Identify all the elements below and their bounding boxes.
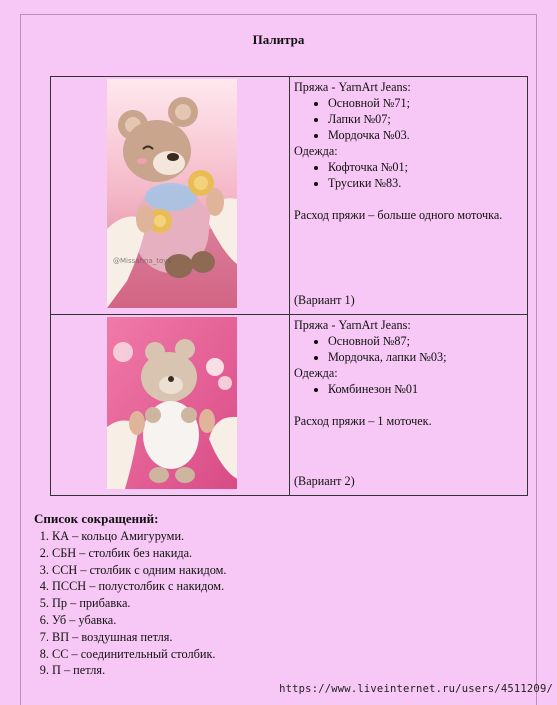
- abbreviations-title: Список сокращений:: [34, 511, 159, 526]
- list-item: 7. ВП – воздушная петля.: [52, 629, 226, 646]
- yarn-list: [294, 95, 523, 143]
- variant-label: (Вариант 2): [294, 474, 355, 488]
- list-item: 5. Пр – прибавка.: [52, 595, 226, 612]
- table-row: [51, 315, 528, 496]
- list-item: • Лапки №07;: [328, 111, 523, 127]
- list-item: • Основной №71;: [328, 95, 523, 111]
- clothes-list: [294, 381, 523, 397]
- yarn-heading: Пряжа - YarnArt Jeans:: [294, 80, 411, 94]
- yarn-heading: Пряжа - YarnArt Jeans:: [294, 318, 411, 332]
- list-item: • Комбинезон №01: [328, 381, 523, 397]
- source-url[interactable]: https://www.liveinternet.ru/users/4511209/: [279, 683, 553, 695]
- bear-photo-variant-1: [107, 79, 237, 308]
- bear-photo-variant-2: [107, 317, 237, 489]
- photo-cell: [51, 315, 290, 496]
- page-title: Палитра: [252, 32, 305, 47]
- list-item: 8. СС – соединительный столбик.: [52, 646, 226, 663]
- variant-1-description: [290, 77, 528, 315]
- list-item: • Мордочка, лапки №03;: [328, 349, 523, 365]
- table-row: [51, 77, 528, 315]
- clothes-heading: Одежда:: [294, 366, 338, 380]
- list-item: • Кофточка №01;: [328, 159, 523, 175]
- photo-cell: [51, 77, 290, 315]
- list-item: 2. СБН – столбик без накида.: [52, 545, 226, 562]
- list-item: 9. П – петля.: [52, 662, 226, 679]
- palette-table: [50, 76, 528, 496]
- list-item: 4. ПССН – полустолбик с накидом.: [52, 578, 226, 595]
- list-item: • Основной №87;: [328, 333, 523, 349]
- yarn-consumption: Расход пряжи – 1 моточек.: [294, 414, 432, 428]
- abbreviations-list: [16, 528, 226, 679]
- photo-watermark: @Missahna_toys: [113, 257, 172, 265]
- list-item: 3. ССН – столбик с одним накидом.: [52, 562, 226, 579]
- list-item: • Мордочка №03.: [328, 127, 523, 143]
- clothes-list: [294, 159, 523, 191]
- clothes-heading: Одежда:: [294, 144, 338, 158]
- list-item: 1. КА – кольцо Амигуруми.: [52, 528, 226, 545]
- variant-label: (Вариант 1): [294, 293, 355, 307]
- list-item: 6. Уб – убавка.: [52, 612, 226, 629]
- variant-2-description: [290, 315, 528, 496]
- yarn-consumption: Расход пряжи – больше одного моточка.: [294, 208, 503, 222]
- list-item: • Трусики №83.: [328, 175, 523, 191]
- yarn-list: [294, 333, 523, 365]
